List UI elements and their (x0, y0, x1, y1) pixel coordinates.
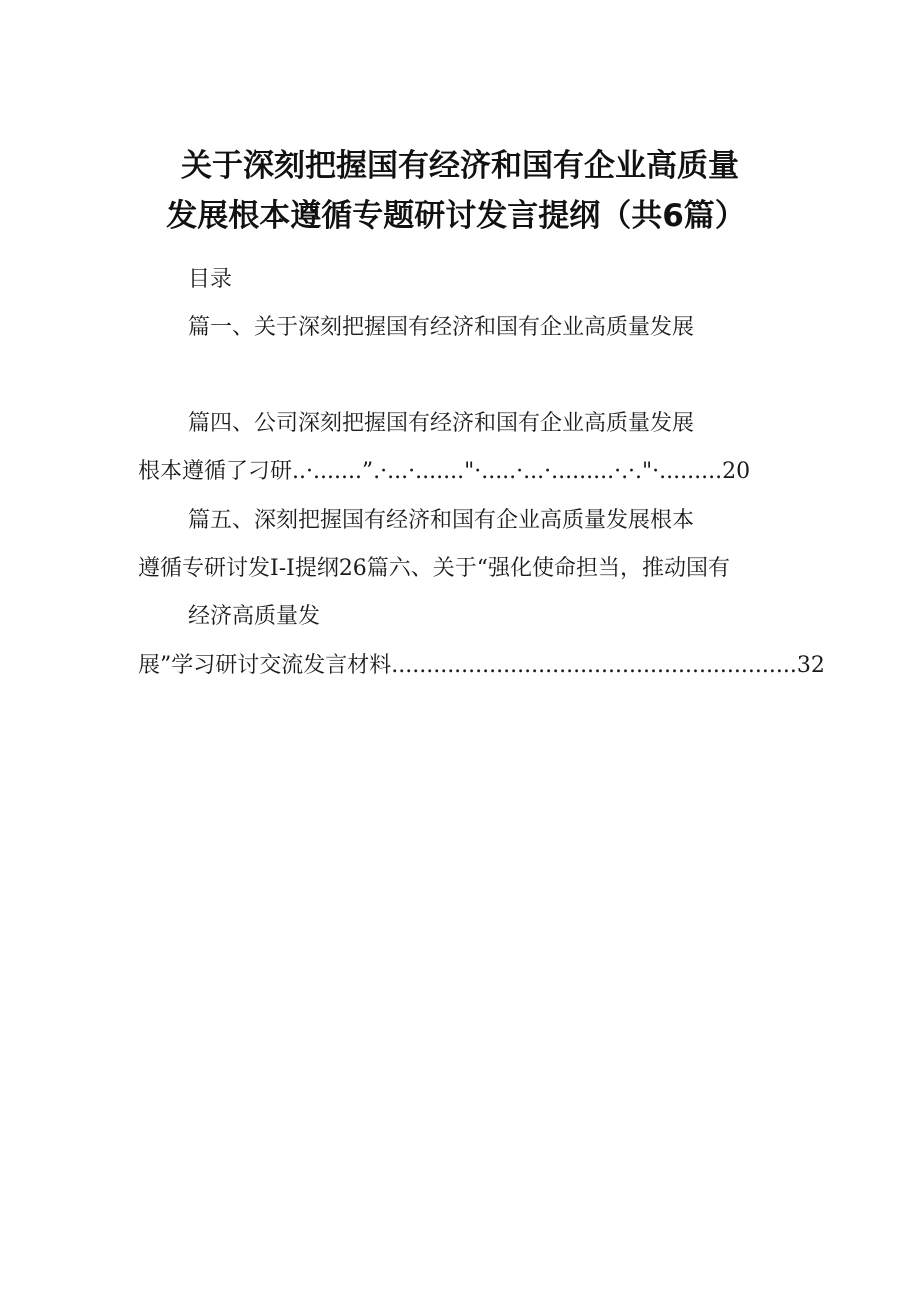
document-title-line-2: 发展根本遵循专题研讨发言提纲（共6篇） (166, 198, 746, 234)
toc-entry-1[interactable]: 篇一、关于深刻把握国有经济和国有企业高质量发展 (188, 315, 695, 340)
toc-entry-4-continued[interactable]: 根本遵循了刁研..·.......”.·...·......."·.....·...·.........·.·."·.........20 (138, 459, 751, 484)
document-title-line-1: 关于深刻把握国有经济和国有企业高质量 (181, 148, 739, 184)
toc-entry-5[interactable]: 篇五、深刻把握国有经济和国有企业高质量发展根本 (188, 508, 695, 533)
toc-entry-5-continued[interactable]: 遵循专研讨发I-I提纲26篇六、关于“强化使命担当，推动国有 (138, 556, 731, 581)
toc-entry-6-continued[interactable]: 展”学习研讨交流发言材料..........................................................32 (138, 653, 825, 678)
toc-entry-6[interactable]: 经济高质量发 (188, 604, 321, 629)
toc-entry-4[interactable]: 篇四、公司深刻把握国有经济和国有企业高质量发展 (188, 411, 695, 436)
toc-heading: 目录 (188, 267, 233, 292)
